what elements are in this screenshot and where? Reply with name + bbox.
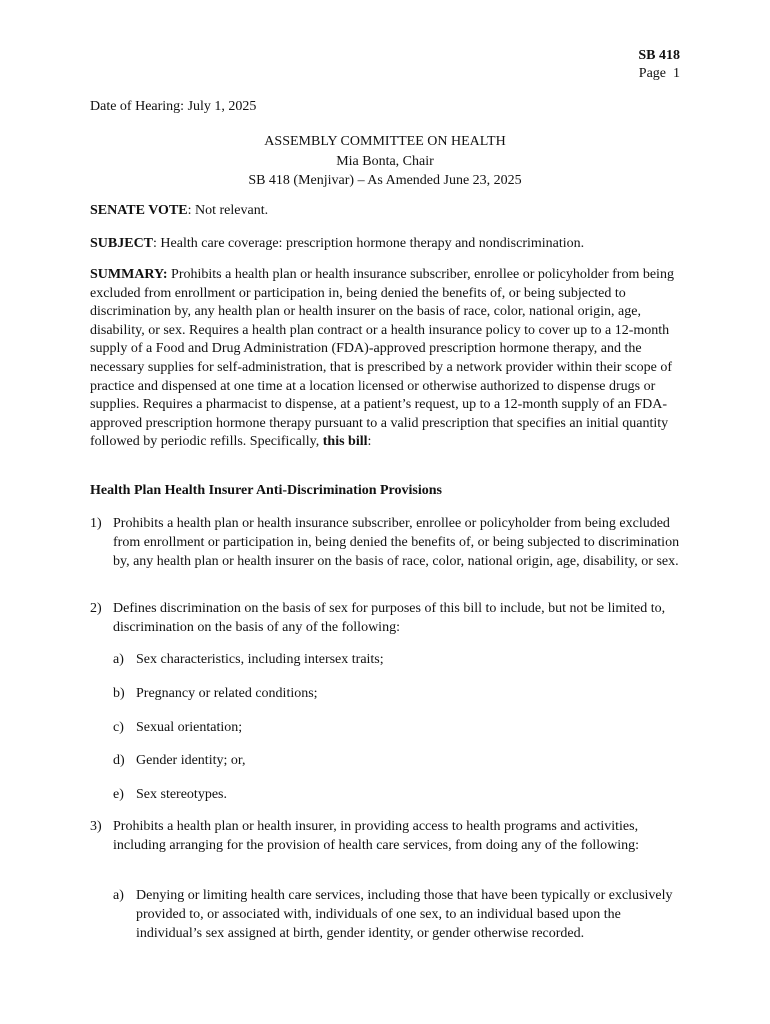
page-header (638, 47, 680, 83)
list-item (90, 599, 680, 637)
summary-label: SUMMARY: (90, 267, 168, 282)
sub-list-letter: d) (113, 753, 125, 768)
subject (90, 234, 680, 253)
sub-list-letter: c) (113, 720, 124, 735)
bill-line: SB 418 (Menjivar) – As Amended June 23, 2025 (248, 173, 522, 188)
list-item-number: 2) (90, 601, 102, 616)
list-item-text: Defines discrimination on the basis of sex for purposes of this bill to include, but not be limited to, discrimination on the basis of any of the following: (113, 601, 666, 635)
summary-end: : (367, 434, 372, 450)
sub-list-item (113, 650, 680, 669)
subject-label: SUBJECT (90, 236, 154, 251)
sub-list-text: Sex stereotypes. (136, 787, 227, 802)
list-item-text: Prohibits a health plan or health insurer, in providing access to health programs and activities, including arranging for the provision of health care services, from doing any of the following: (113, 819, 640, 853)
sub-list-item (113, 684, 680, 703)
sub-list-letter: b) (113, 686, 125, 701)
sub-list-text: Denying or limiting health care services, including those that have been typically or exclusively provided to, or associated with, individuals of one sex, to an individual based upon the individual’s sex assigned at birth, gender identity, or gender otherwise recorded. (136, 888, 673, 941)
sub-list-letter: a) (113, 888, 124, 903)
sub-list-item (113, 785, 680, 804)
senate-vote-text: : Not relevant. (187, 203, 269, 218)
hearing-date: Date of Hearing: July 1, 2025 (90, 99, 257, 114)
committee-chair: Mia Bonta, Chair (336, 153, 434, 169)
list-item-text: Prohibits a health plan or health insurance subscriber, enrollee or policyholder from being excluded from enrollment or participation in, being denied the benefits of, or being subjected to discrimination by, any health plan or health insurer on the basis of race, color, national origin, age, disability, or sex. (113, 516, 680, 569)
page-number: Page 1 (638, 66, 680, 81)
senate-vote-label: SENATE VOTE (90, 203, 188, 218)
committee-name: ASSEMBLY COMMITTEE ON HEALTH (264, 134, 506, 149)
sub-list-text: Pregnancy or related conditions; (136, 686, 318, 701)
summary-bold-tail: this bill (322, 434, 368, 450)
summary-text: Prohibits a health plan or health insurance subscriber, enrollee or policyholder from being excluded from enrollment or participation in, being denied the benefits of, or being subjected to discrimination by, any health plan or health insurer on the basis of race, color, national origin, age, disability, or sex. Requires a health plan contract or a health insurance policy to cover up to a 12-month supply of a Food and Drug Administration (FDA)-approved prescription hormone therapy, and the necessary supplies for self-administration, that is prescribed by a network provider within their scope of practice and dispensed at one time at a location licensed or otherwise authorized to dispense drugs or supplies. Requires a pharmacist to dispense, at a patient’s request, up to a 12-month supply of an FDA-approved prescription hormone therapy pursuant to a valid prescription that specifies an initial quantity followed by periodic refills. Specifically, (90, 267, 674, 450)
subject-text: : Health care coverage: prescription hormone therapy and nondiscrimination. (153, 236, 585, 251)
bill-number: SB 418 (638, 48, 680, 63)
sub-list-letter: a) (113, 652, 124, 667)
sub-list-text: Sex characteristics, including intersex traits; (136, 652, 384, 667)
senate-vote (90, 201, 680, 220)
committee-block (90, 132, 680, 191)
sub-list-item (113, 886, 680, 943)
sub-list-text: Sexual orientation; (136, 720, 243, 735)
list-item (90, 514, 680, 571)
sub-list-item (113, 718, 680, 737)
sub-list-text: Gender identity; or, (136, 753, 246, 768)
sub-list-item (113, 751, 680, 770)
list-item-number: 1) (90, 516, 102, 531)
summary (90, 266, 680, 452)
sub-list-letter: e) (113, 787, 124, 802)
section-heading: Health Plan Health Insurer Anti-Discrimination Provisions (90, 483, 442, 498)
list-item (90, 817, 680, 855)
list-item-number: 3) (90, 819, 102, 834)
